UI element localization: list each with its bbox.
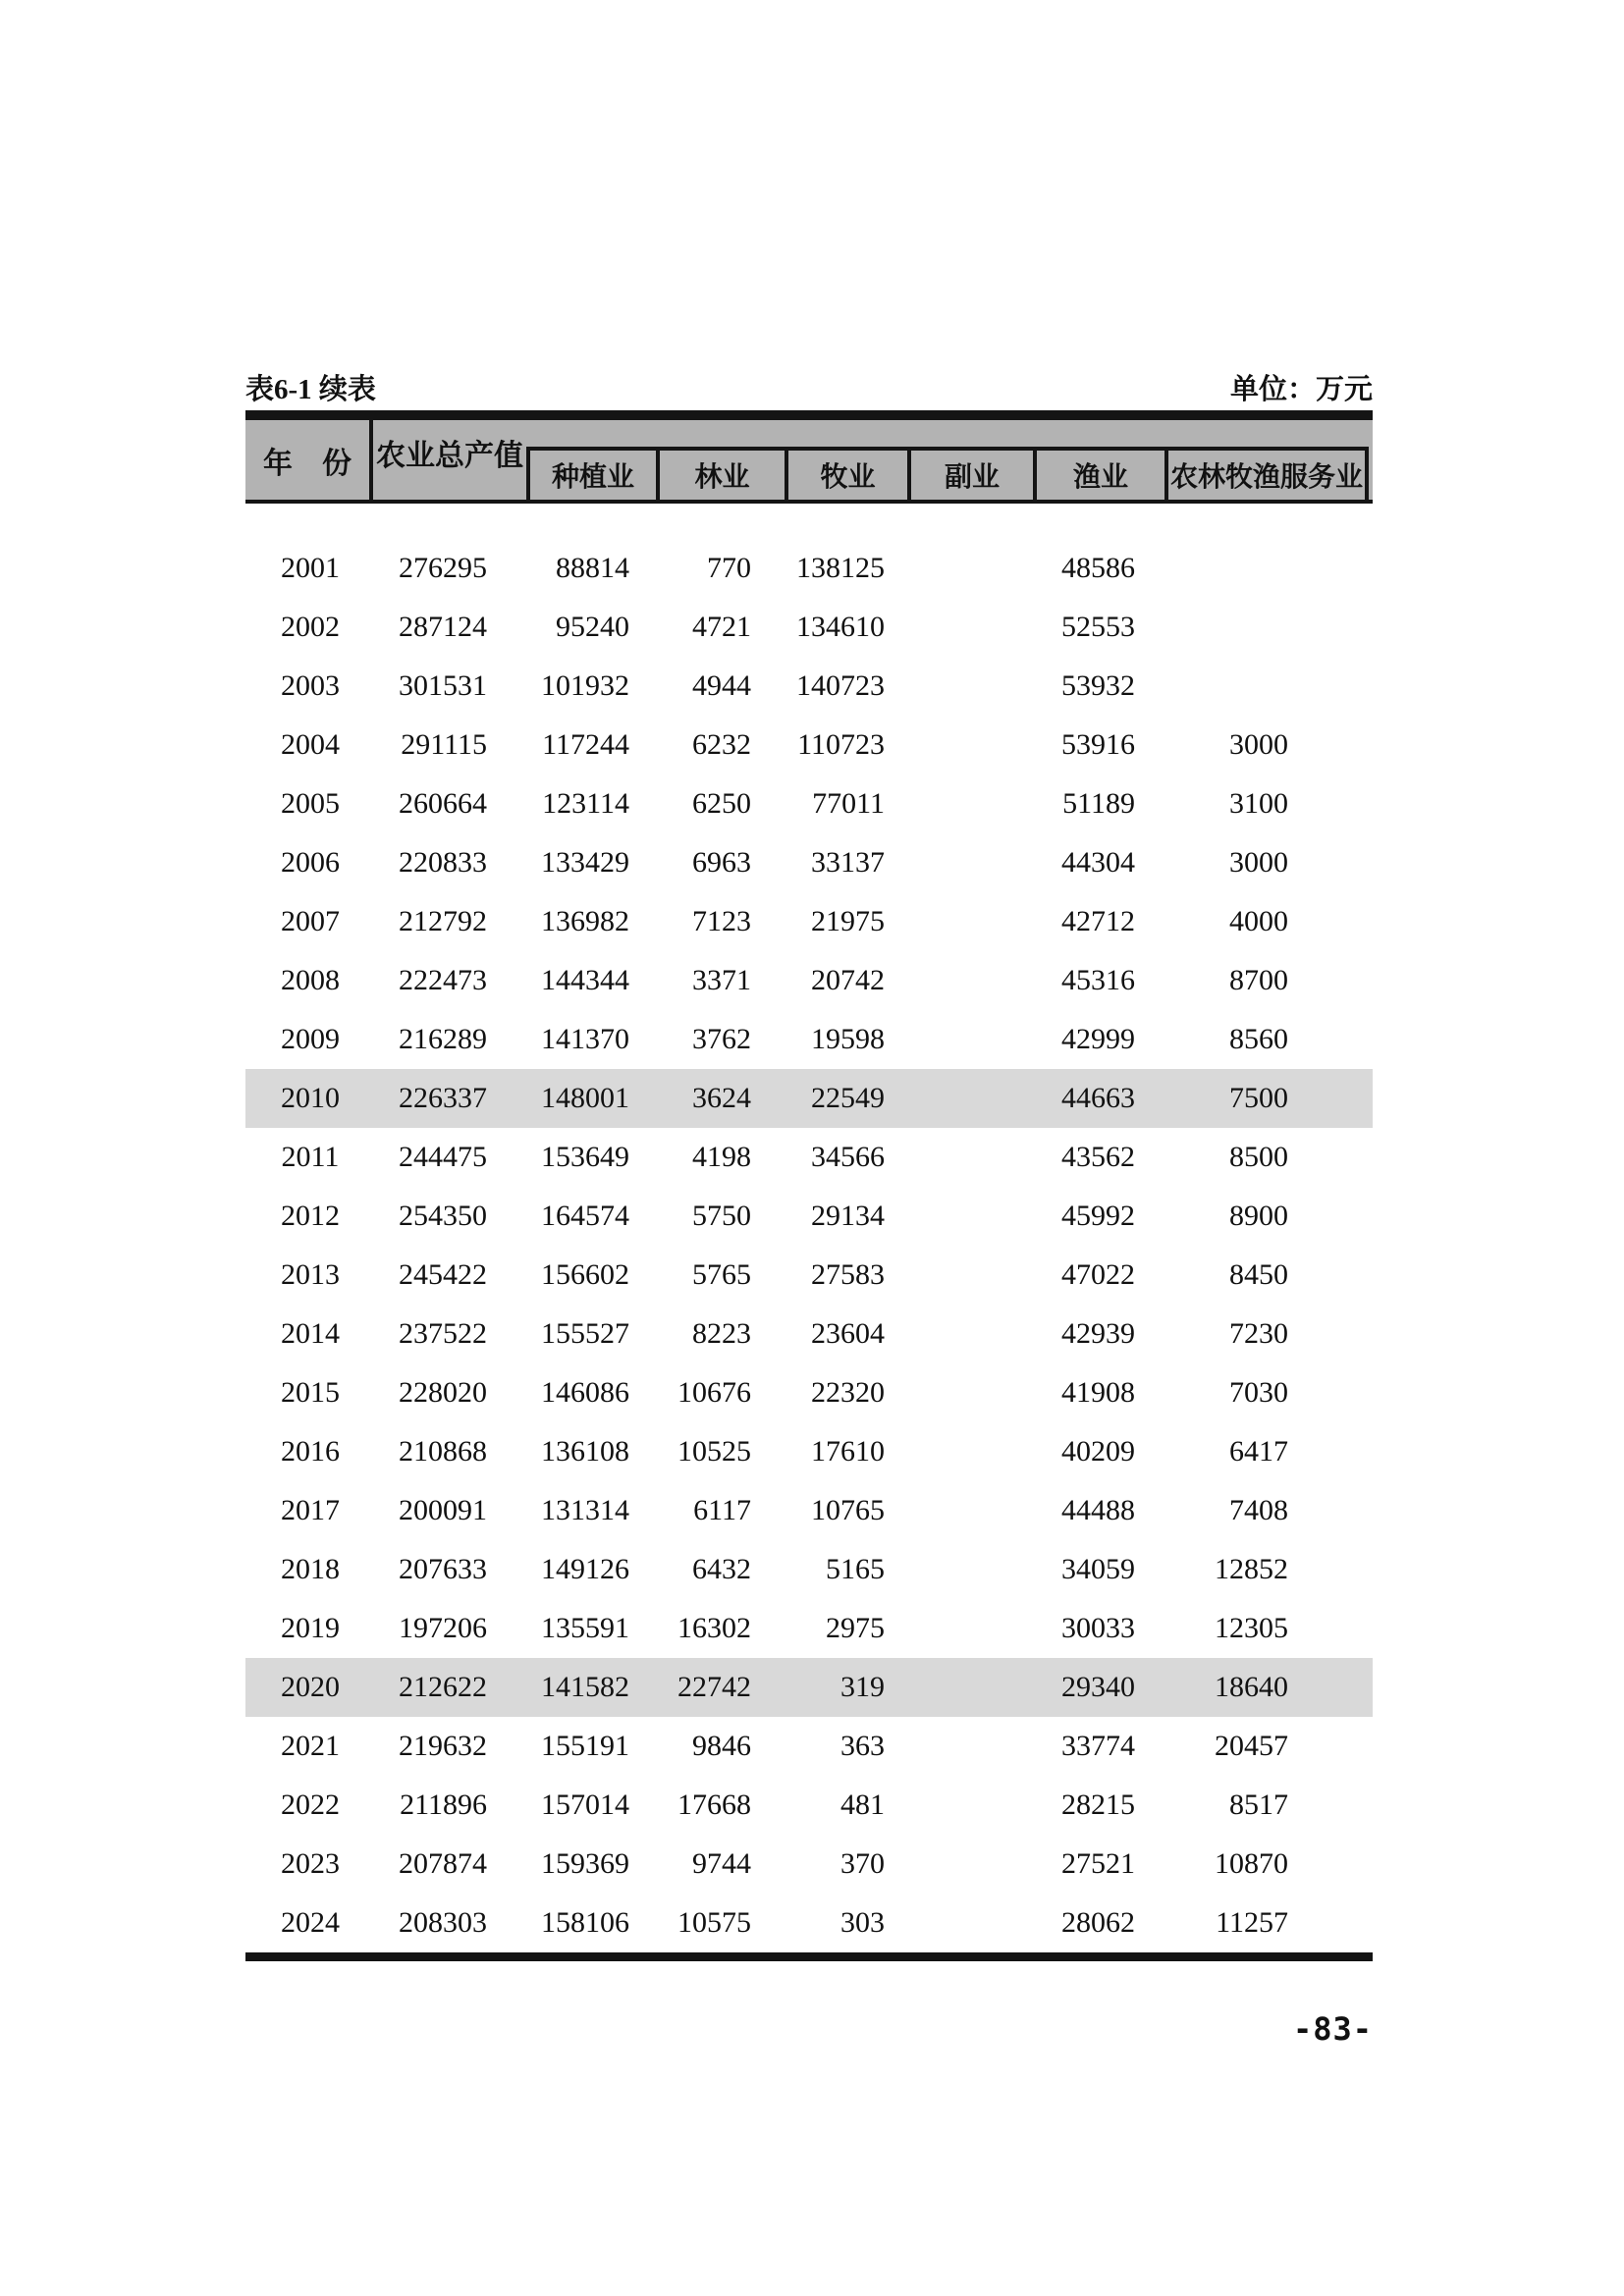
- value-cell: 8500: [1229, 1141, 1288, 1173]
- value-cell: 5765: [692, 1258, 751, 1291]
- value-cell: 3000: [1229, 728, 1288, 761]
- unit-label: 单位：万元: [1229, 374, 1373, 406]
- value-cell: 77011: [812, 787, 885, 820]
- value-cell: 95240: [556, 611, 629, 643]
- value-cell: 12852: [1215, 1553, 1288, 1585]
- statistics-table: [245, 410, 1373, 1961]
- year-cell: 2024: [281, 1906, 340, 1939]
- value-cell: 117244: [542, 728, 629, 761]
- value-cell: 28062: [1061, 1906, 1135, 1939]
- table-row: [245, 1246, 1373, 1305]
- year-cell: 2008: [281, 964, 340, 996]
- value-cell: 29340: [1061, 1671, 1135, 1703]
- value-cell: 287124: [399, 611, 487, 643]
- value-cell: 301531: [399, 669, 487, 702]
- value-cell: 197206: [399, 1612, 487, 1644]
- table-row: [245, 1481, 1373, 1540]
- value-cell: 164574: [541, 1200, 629, 1232]
- value-cell: 42999: [1061, 1023, 1135, 1055]
- value-cell: 48586: [1061, 552, 1135, 584]
- value-cell: 8223: [692, 1317, 751, 1350]
- value-cell: 41908: [1061, 1376, 1135, 1409]
- year-cell: 2006: [281, 846, 340, 879]
- page-number: -83-: [1292, 2010, 1373, 2048]
- value-cell: 27521: [1061, 1847, 1135, 1880]
- value-cell: 8900: [1229, 1200, 1288, 1232]
- table-row: [245, 1128, 1373, 1187]
- year-cell: 2017: [281, 1494, 340, 1526]
- value-cell: 8700: [1229, 964, 1288, 996]
- value-cell: 140723: [796, 669, 885, 702]
- value-cell: 53932: [1061, 669, 1135, 702]
- value-cell: 7030: [1229, 1376, 1288, 1409]
- year-cell: 2015: [281, 1376, 340, 1409]
- value-cell: 22320: [811, 1376, 885, 1409]
- value-cell: 29134: [811, 1200, 885, 1232]
- value-cell: 33137: [811, 846, 885, 879]
- table-row: [245, 1540, 1373, 1599]
- value-cell: 158106: [541, 1906, 629, 1939]
- table-row: [245, 1363, 1373, 1422]
- value-cell: 30033: [1061, 1612, 1135, 1644]
- value-cell: 3100: [1229, 787, 1288, 820]
- value-cell: 219632: [399, 1730, 487, 1762]
- header-subcolumn-boxes: [526, 447, 1373, 500]
- value-cell: 136108: [541, 1435, 629, 1468]
- value-cell: 210868: [399, 1435, 487, 1468]
- value-cell: 101932: [541, 669, 629, 702]
- value-cell: 303: [840, 1906, 885, 1939]
- table-row: [245, 1835, 1373, 1894]
- year-cell: 2013: [281, 1258, 340, 1291]
- header-spacer: [526, 420, 1373, 447]
- value-cell: 20457: [1215, 1730, 1288, 1762]
- value-cell: 27583: [811, 1258, 885, 1291]
- table-row: [245, 1776, 1373, 1835]
- table-row: [245, 1717, 1373, 1776]
- table-row: [245, 539, 1373, 598]
- value-cell: 22742: [677, 1671, 751, 1703]
- value-cell: 291115: [401, 728, 487, 761]
- year-cell: 2012: [281, 1200, 340, 1232]
- value-cell: 228020: [399, 1376, 487, 1409]
- value-cell: 156602: [541, 1258, 629, 1291]
- year-cell: 2001: [281, 552, 340, 584]
- year-cell: 2011: [281, 1141, 340, 1173]
- value-cell: 7230: [1229, 1317, 1288, 1350]
- header-gross-output: 农业总产值: [376, 439, 523, 472]
- value-cell: 157014: [541, 1789, 629, 1821]
- value-cell: 148001: [541, 1082, 629, 1114]
- table-row: [245, 716, 1373, 774]
- value-cell: 2975: [826, 1612, 885, 1644]
- value-cell: 212792: [399, 905, 487, 937]
- table-row: [245, 598, 1373, 657]
- table-caption-row: [245, 371, 1373, 406]
- year-cell: 2020: [281, 1671, 340, 1703]
- value-cell: 370: [840, 1847, 885, 1880]
- value-cell: 207633: [399, 1553, 487, 1585]
- value-cell: 11257: [1216, 1906, 1288, 1939]
- value-cell: 45992: [1061, 1200, 1135, 1232]
- year-cell: 2007: [281, 905, 340, 937]
- value-cell: 8450: [1229, 1258, 1288, 1291]
- value-cell: 17668: [677, 1789, 751, 1821]
- value-cell: 6432: [692, 1553, 751, 1585]
- value-cell: 44304: [1061, 846, 1135, 879]
- value-cell: 20742: [811, 964, 885, 996]
- table-row: [245, 833, 1373, 892]
- table-caption: 表6-1 续表: [245, 374, 376, 406]
- value-cell: 144344: [541, 964, 629, 996]
- value-cell: 10525: [677, 1435, 751, 1468]
- value-cell: 131314: [541, 1494, 629, 1526]
- value-cell: 7123: [692, 905, 751, 937]
- value-cell: 138125: [796, 552, 885, 584]
- year-cell: 2022: [281, 1789, 340, 1821]
- table-row: [245, 892, 1373, 951]
- header-planting: 种植业: [526, 447, 660, 500]
- header-sideline: 副业: [911, 447, 1037, 500]
- header-year: 年 份: [245, 420, 373, 500]
- value-cell: 149126: [541, 1553, 629, 1585]
- value-cell: 88814: [556, 552, 629, 584]
- value-cell: 44488: [1061, 1494, 1135, 1526]
- value-cell: 226337: [399, 1082, 487, 1114]
- year-cell: 2014: [281, 1317, 340, 1350]
- value-cell: 9744: [692, 1847, 751, 1880]
- value-cell: 216289: [399, 1023, 487, 1055]
- year-cell: 2005: [281, 787, 340, 820]
- value-cell: 33774: [1061, 1730, 1135, 1762]
- value-cell: 23604: [811, 1317, 885, 1350]
- table-row: [245, 1069, 1373, 1128]
- table-row: [245, 1422, 1373, 1481]
- table-top-border: [245, 410, 1373, 420]
- value-cell: 28215: [1061, 1789, 1135, 1821]
- value-cell: 133429: [541, 846, 629, 879]
- value-cell: 146086: [541, 1376, 629, 1409]
- year-cell: 2004: [281, 728, 340, 761]
- value-cell: 6232: [692, 728, 751, 761]
- value-cell: 3624: [692, 1082, 751, 1114]
- header-subcolumns: [526, 420, 1373, 500]
- value-cell: 6417: [1229, 1435, 1288, 1468]
- year-cell: 2003: [281, 669, 340, 702]
- value-cell: 19598: [811, 1023, 885, 1055]
- value-cell: 10575: [677, 1906, 751, 1939]
- table-row: [245, 1658, 1373, 1717]
- value-cell: 136982: [541, 905, 629, 937]
- table-row: [245, 1894, 1373, 1952]
- value-cell: 5165: [826, 1553, 885, 1585]
- table-row: [245, 1187, 1373, 1246]
- header-husbandry: 牧业: [788, 447, 911, 500]
- value-cell: 40209: [1061, 1435, 1135, 1468]
- value-cell: 208303: [399, 1906, 487, 1939]
- value-cell: 42712: [1061, 905, 1135, 937]
- value-cell: 4944: [692, 669, 751, 702]
- year-cell: 2010: [281, 1082, 340, 1114]
- value-cell: 3371: [692, 964, 751, 996]
- year-cell: 2019: [281, 1612, 340, 1644]
- value-cell: 10765: [811, 1494, 885, 1526]
- value-cell: 42939: [1061, 1317, 1135, 1350]
- table-row: [245, 1599, 1373, 1658]
- value-cell: 10870: [1215, 1847, 1288, 1880]
- value-cell: 363: [840, 1730, 885, 1762]
- table-row: [245, 774, 1373, 833]
- year-cell: 2023: [281, 1847, 340, 1880]
- value-cell: 481: [840, 1789, 885, 1821]
- value-cell: 260664: [399, 787, 487, 820]
- table-row: [245, 1010, 1373, 1069]
- value-cell: 43562: [1061, 1141, 1135, 1173]
- value-cell: 4721: [692, 611, 751, 643]
- header-fishery: 渔业: [1037, 447, 1168, 500]
- value-cell: 18640: [1215, 1671, 1288, 1703]
- table-header: [245, 420, 1373, 504]
- header-services: 农林牧渔服务业: [1168, 447, 1369, 500]
- value-cell: 237522: [399, 1317, 487, 1350]
- value-cell: 9846: [692, 1730, 751, 1762]
- year-cell: 2021: [281, 1730, 340, 1762]
- table-row: [245, 657, 1373, 716]
- value-cell: 220833: [399, 846, 487, 879]
- value-cell: 4198: [692, 1141, 751, 1173]
- value-cell: 8560: [1229, 1023, 1288, 1055]
- value-cell: 44663: [1061, 1082, 1135, 1114]
- value-cell: 153649: [541, 1141, 629, 1173]
- value-cell: 319: [840, 1671, 885, 1703]
- value-cell: 211896: [400, 1789, 487, 1821]
- value-cell: 21975: [811, 905, 885, 937]
- value-cell: 4000: [1229, 905, 1288, 937]
- value-cell: 7500: [1229, 1082, 1288, 1114]
- table-row: [245, 951, 1373, 1010]
- value-cell: 110723: [797, 728, 885, 761]
- value-cell: 53916: [1061, 728, 1135, 761]
- value-cell: 51189: [1062, 787, 1135, 820]
- year-cell: 2018: [281, 1553, 340, 1585]
- value-cell: 770: [707, 552, 751, 584]
- value-cell: 16302: [677, 1612, 751, 1644]
- value-cell: 47022: [1061, 1258, 1135, 1291]
- value-cell: 141582: [541, 1671, 629, 1703]
- value-cell: 134610: [796, 611, 885, 643]
- value-cell: 245422: [399, 1258, 487, 1291]
- value-cell: 52553: [1061, 611, 1135, 643]
- value-cell: 5750: [692, 1200, 751, 1232]
- value-cell: 200091: [399, 1494, 487, 1526]
- value-cell: 155191: [541, 1730, 629, 1762]
- value-cell: 10676: [677, 1376, 751, 1409]
- value-cell: 12305: [1215, 1612, 1288, 1644]
- value-cell: 222473: [399, 964, 487, 996]
- value-cell: 6117: [693, 1494, 751, 1526]
- value-cell: 22549: [811, 1082, 885, 1114]
- value-cell: 3762: [692, 1023, 751, 1055]
- value-cell: 3000: [1229, 846, 1288, 879]
- header-forestry: 林业: [660, 447, 788, 500]
- value-cell: 7408: [1229, 1494, 1288, 1526]
- value-cell: 276295: [399, 552, 487, 584]
- value-cell: 6963: [692, 846, 751, 879]
- value-cell: 8517: [1229, 1789, 1288, 1821]
- value-cell: 123114: [542, 787, 629, 820]
- value-cell: 6250: [692, 787, 751, 820]
- value-cell: 34059: [1061, 1553, 1135, 1585]
- table-row: [245, 1305, 1373, 1363]
- year-cell: 2002: [281, 611, 340, 643]
- value-cell: 244475: [399, 1141, 487, 1173]
- year-cell: 2016: [281, 1435, 340, 1468]
- value-cell: 207874: [399, 1847, 487, 1880]
- value-cell: 45316: [1061, 964, 1135, 996]
- year-cell: 2009: [281, 1023, 340, 1055]
- value-cell: 141370: [541, 1023, 629, 1055]
- value-cell: 135591: [541, 1612, 629, 1644]
- value-cell: 34566: [811, 1141, 885, 1173]
- value-cell: 254350: [399, 1200, 487, 1232]
- value-cell: 17610: [811, 1435, 885, 1468]
- value-cell: 155527: [541, 1317, 629, 1350]
- value-cell: 212622: [399, 1671, 487, 1703]
- table-rows: [245, 504, 1373, 1961]
- value-cell: 159369: [541, 1847, 629, 1880]
